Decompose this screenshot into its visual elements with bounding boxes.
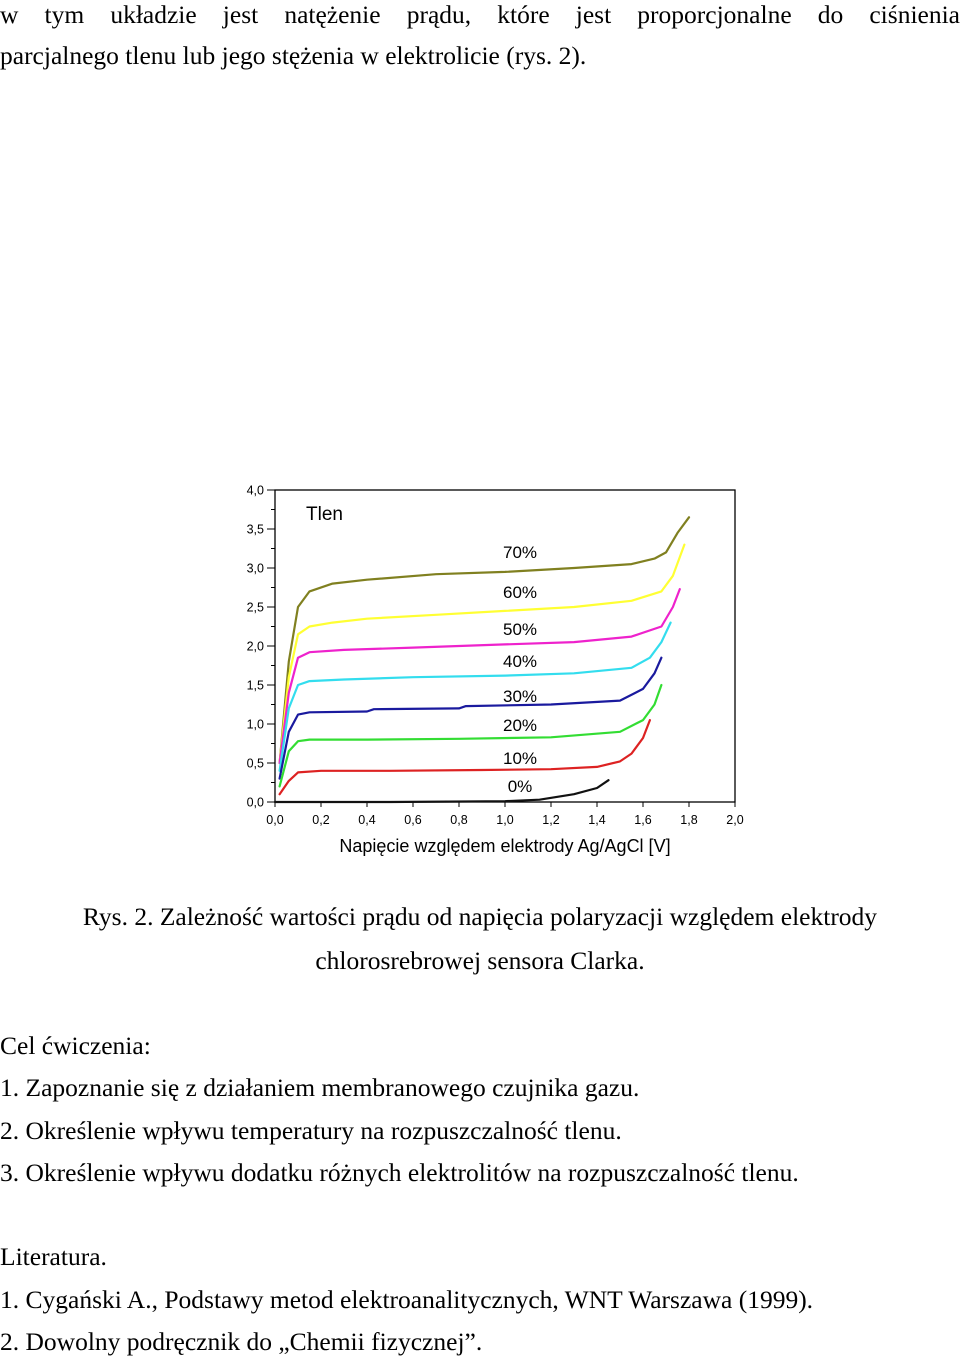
- y-tick-label: 2,5: [246, 600, 264, 615]
- x-tick-label: 0,6: [404, 813, 422, 827]
- series-line: [280, 517, 689, 763]
- x-tick-label: 0,0: [266, 813, 284, 827]
- series-label: 0%: [507, 777, 533, 796]
- x-tick-label: 2,0: [726, 813, 744, 827]
- chart-xlabel: Napięcie względem elektrody Ag/AgCl [V]: [339, 836, 671, 856]
- x-tick-label: 0,8: [450, 813, 468, 827]
- y-tick-label: 3,0: [246, 561, 264, 576]
- series-label: 30%: [502, 687, 538, 706]
- figure-caption-line-2: chlorosrebrowej sensora Clarka.: [315, 946, 645, 975]
- figure-caption-line-1: Rys. 2. Zależność wartości prądu od napięcia polaryzacji względem elektrody: [82, 902, 878, 931]
- goals-heading: Cel ćwiczenia:: [0, 1031, 151, 1060]
- x-tick-label: 1,6: [634, 813, 652, 827]
- x-tick-label: 1,2: [542, 813, 560, 827]
- intro-line-2: parcjalnego tlenu lub jego stężenia w elektrolicie (rys. 2).: [0, 41, 587, 70]
- current-voltage-chart: [0, 470, 960, 870]
- series-label: 10%: [502, 749, 538, 768]
- y-tick-label: 0,0: [246, 795, 264, 810]
- y-tick-label: 1,5: [246, 678, 264, 693]
- series-label: 40%: [502, 652, 538, 671]
- y-tick-label: 2,0: [246, 639, 264, 654]
- series-label: 70%: [502, 543, 538, 562]
- x-tick-label: 1,4: [588, 813, 606, 827]
- series-line: [275, 780, 609, 802]
- series-line: [280, 720, 650, 794]
- goal-item-3: 3. Określenie wpływu dodatku różnych elektrolitów na rozpuszczalność tlenu.: [0, 1158, 799, 1187]
- x-tick-label: 0,4: [358, 813, 376, 827]
- y-tick-label: 1,0: [246, 717, 264, 732]
- literature-heading: Literatura.: [0, 1242, 107, 1271]
- literature-item-1: 1. Cygański A., Podstawy metod elektroanalitycznych, WNT Warszawa (1999).: [0, 1285, 814, 1314]
- goal-item-1: 1. Zapoznanie się z działaniem membranowego czujnika gazu.: [0, 1073, 640, 1102]
- x-tick-label: 1,8: [680, 813, 698, 827]
- intro-line-1: w tym układzie jest natężenie prądu, które jest proporcjonalne do ciśnienia: [0, 0, 960, 29]
- x-tick-label: 1,0: [496, 813, 514, 827]
- x-tick-label: 0,2: [312, 813, 330, 827]
- y-tick-label: 3,5: [246, 522, 264, 537]
- series-label: 50%: [502, 620, 538, 639]
- chart-title: Tlen: [306, 504, 343, 525]
- goal-item-2: 2. Określenie wpływu temperatury na rozpuszczalność tlenu.: [0, 1116, 622, 1145]
- y-tick-label: 4,0: [246, 483, 264, 498]
- y-tick-label: 0,5: [246, 756, 264, 771]
- series-label: 60%: [502, 583, 538, 602]
- series-label: 20%: [502, 716, 538, 735]
- literature-item-2: 2. Dowolny podręcznik do „Chemii fizycznej”.: [0, 1327, 483, 1356]
